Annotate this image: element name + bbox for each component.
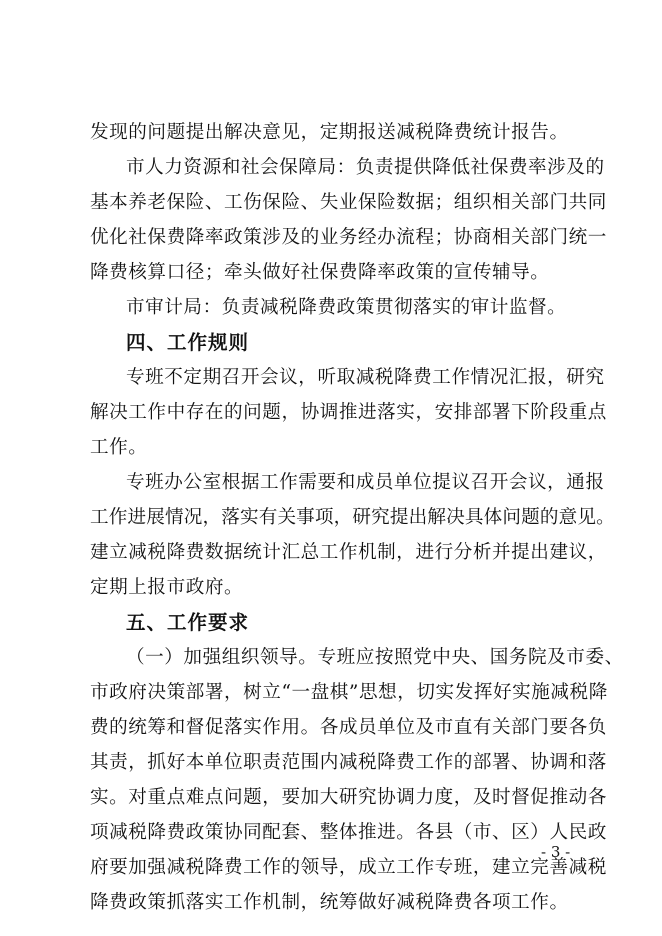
body-text-line: （一）加强组织领导。专班应按照党中央、国务院及市委、 xyxy=(126,647,624,668)
body-text-line: 定期上报市政府。 xyxy=(90,577,244,598)
body-text-line: 建立减税降费数据统计汇总工作机制，进行分析并提出建议， xyxy=(90,542,607,563)
body-text-line: 市人力资源和社会保障局：负责提供降低社保费率涉及的 xyxy=(126,157,605,178)
body-text-line: 解决工作中存在的问题，协调推进落实，安排部署下阶段重点 xyxy=(90,402,607,423)
body-text-line: 市审计局：负责减税降费政策贯彻落实的审计监督。 xyxy=(126,297,567,318)
body-text-line: 发现的问题提出解决意见，定期报送减税降费统计报告。 xyxy=(90,122,569,143)
body-text-line: 工作。 xyxy=(90,437,148,458)
page-number: - 3 - xyxy=(541,843,571,861)
body-text-line: 市政府决策部署，树立“一盘棋”思想，切实发挥好实施减税降 xyxy=(90,682,608,703)
body-text-line: 其责，抓好本单位职责范围内减税降费工作的部署、协调和落 xyxy=(90,752,607,773)
body-text-line: 府要加强减税降费工作的领导，成立工作专班，建立完善减税 xyxy=(90,857,607,878)
body-text-line: 优化社保费降率政策涉及的业务经办流程；协商相关部门统一 xyxy=(90,227,607,248)
section-heading-work-rules: 四、工作规则 xyxy=(126,331,250,354)
body-text-line: 费的统筹和督促落实作用。各成员单位及市直有关部门要各负 xyxy=(90,717,607,738)
body-text-line: 基本养老保险、工伤保险、失业保险数据；组织相关部门共同 xyxy=(90,192,607,213)
body-text-line: 降费政策抓落实工作机制，统筹做好减税降费各项工作。 xyxy=(90,892,569,913)
body-text-line: 降费核算口径；牵头做好社保费降率政策的宣传辅导。 xyxy=(90,262,550,283)
body-text-line: 专班不定期召开会议，听取减税降费工作情况汇报，研究 xyxy=(126,367,605,388)
section-heading-work-requirements: 五、工作要求 xyxy=(126,611,250,634)
body-text-line: 项减税降费政策协同配套、整体推进。各县（市、区）人民政 xyxy=(90,822,607,843)
body-text-line: 专班办公室根据工作需要和成员单位提议召开会议，通报 xyxy=(126,472,605,493)
body-text-line: 工作进展情况，落实有关事项，研究提出解决具体问题的意见。 xyxy=(90,507,615,528)
body-text-line: 实。对重点难点问题，要加大研究协调力度，及时督促推动各 xyxy=(90,787,607,808)
